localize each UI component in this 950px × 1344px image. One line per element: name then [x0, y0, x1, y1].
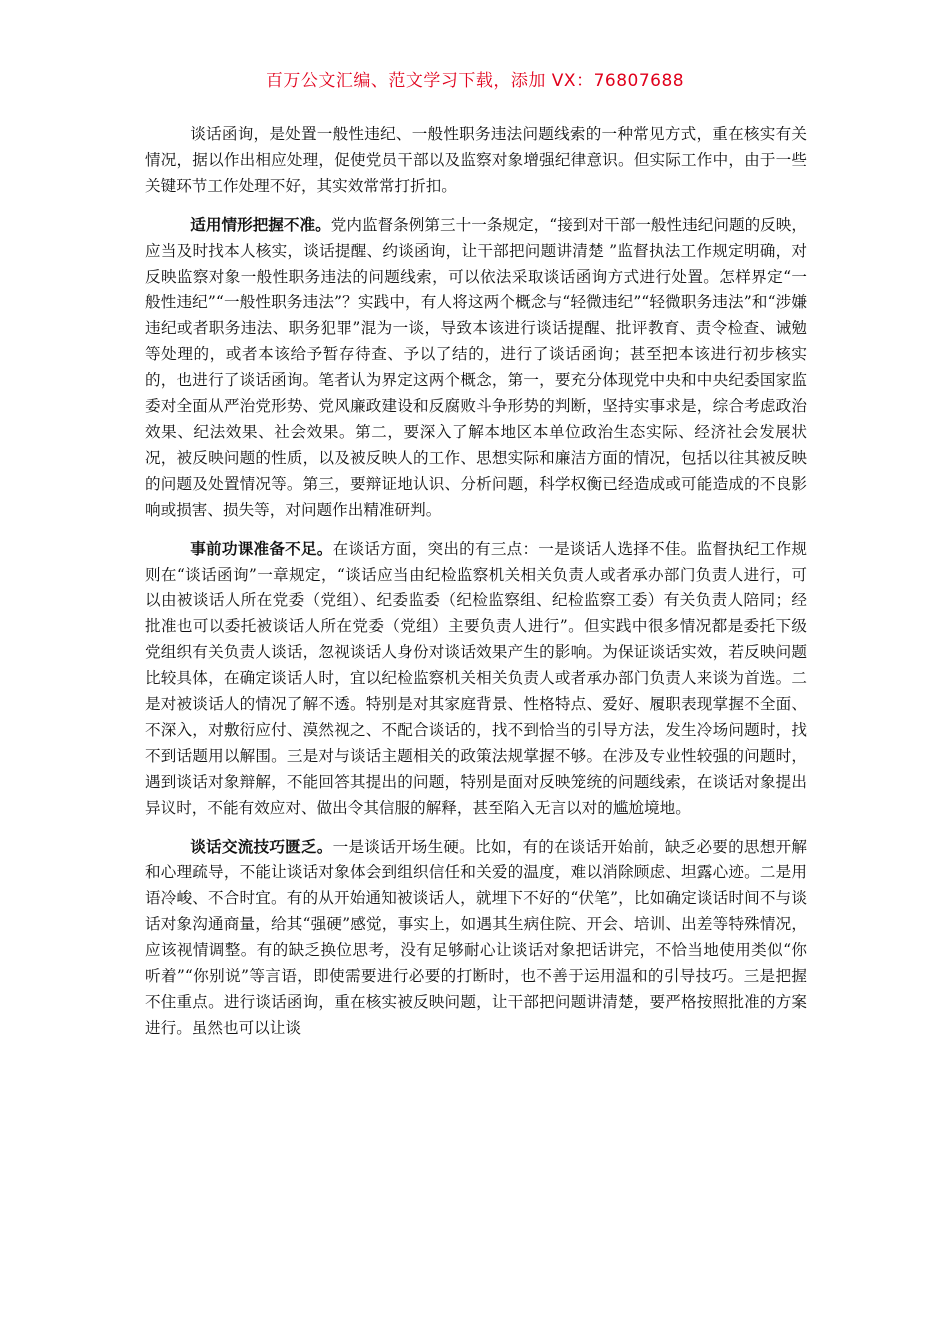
paragraph-text: 在谈话方面，突出的有三点：一是谈话人选择不佳。监督执纪工作规则在“谈话函询”一章规定，“谈话应当由纪检监察机关相关负责人或者承办部门负责人进行，可以由被谈话人所在党委（党组）、纪委监委（纪检监察组、纪检监察工委）有关负责人陪同；经批准也可以委托被谈话人所在党委（党组）主要负责人进行”。但实践中很多情况都是委托下级党组织有关负责人谈话，忽视谈话人身份对谈话效果产生的影响。为保证谈话实效，若反映问题比较具体，在确定谈话人时，宜以纪检监察机关相关负责人或者承办部门负责人来谈为首选。二是对被谈话人的情况了解不透。特别是对其家庭背景、性格特点、爱好、履职表现掌握不全面、不深入，对敷衍应付、漠然视之、不配合谈话的，找不到恰当的引导方法，发生冷场问题时，找不到话题用以解围。三是对与谈话主题相关的政策法规掌握不够。在涉及专业性较强的问题时，遇到谈话对象辩解，不能回答其提出的问题，特别是面对反映笼统的问题线索，在谈话对象提出异议时，不能有效应对、做出令其信服的解释，甚至陷入无言以对的尴尬境地。 — [145, 539, 807, 817]
paragraph-text: 一是谈话开场生硬。比如，有的在谈话开始前，缺乏必要的思想开解和心理疏导，不能让谈话对象体会到组织信任和关爱的温度，难以消除顾虑、坦露心迹。二是用语冷峻、不合时宜。有的从开始通知被谈话人，就埋下不好的“伏笔”，比如确定谈话时间不与谈话对象沟通商量，给其“强硬”感觉，事实上，如遇其生病住院、开会、培训、出差等特殊情况，应该视情调整。有的缺乏换位思考，没有足够耐心让谈话对象把话讲完，不恰当地使用类似“你听着”“你别说”等言语，即使需要进行必要的打断时，也不善于运用温和的引导技巧。三是把握不住重点。进行谈话函询，重在核实被反映问题，让干部把问题讲清楚，要严格按照批准的方案进行。虽然也可以让谈 — [145, 837, 807, 1037]
article-body — [145, 122, 807, 1055]
section-heading: 适用情形把握不准。 — [190, 215, 331, 234]
paragraph-text: 党内监督条例第三十一条规定，“接到对干部一般性违纪问题的反映，应当及时找本人核实，谈话提醒、约谈函询，让干部把问题讲清楚 ”监督执法工作规定明确，对反映监察对象一般性职务违法的问题线索，可以依法采取谈话函询方式进行处置。怎样界定“一般性违纪”“一般性职务违法”？实践中，有人将这两个概念与“轻微违纪”“轻微职务违法”和“涉嫌违纪或者职务违法、职务犯罪”混为一谈，导致本该进行谈话提醒、批评教育、责令检查、诫勉等处理的，或者本该给予暂存待查、予以了结的，进行了谈话函询；甚至把本该进行初步核实的，也进行了谈话函询。笔者认为界定这两个概念，第一，要充分体现党中央和中央纪委国家监委对全面从严治党形势、党风廉政建设和反腐败斗争形势的判断，坚持实事求是，综合考虑政治效果、纪法效果、社会效果。第二，要深入了解本地区本单位政治生态实际、经济社会发展状况，被反映问题的性质，以及被反映人的工作、思想实际和廉洁方面的情况，包括以往其被反映的问题及处置情况等。第三，要辩证地认识、分析问题，科学权衡已经造成或可能造成的不良影响或损害、损失等，对问题作出精准研判。 — [145, 215, 807, 519]
paragraph-section-1 — [145, 213, 807, 524]
paragraph-intro — [145, 122, 807, 200]
paragraph-section-3 — [145, 835, 807, 1042]
paragraph-section-2 — [145, 537, 807, 822]
section-heading: 谈话交流技巧匮乏。 — [190, 837, 333, 856]
section-heading: 事前功课准备不足。 — [190, 539, 333, 558]
header-banner: 百万公文汇编、范文学习下载，添加 VX：76807688 — [265, 71, 685, 91]
paragraph-text: 谈话函询，是处置一般性违纪、一般性职务违法问题线索的一种常见方式，重在核实有关情况，据以作出相应处理，促使党员干部以及监察对象增强纪律意识。但实际工作中，由于一些关键环节工作处理不好，其实效常常打折扣。 — [145, 125, 807, 195]
